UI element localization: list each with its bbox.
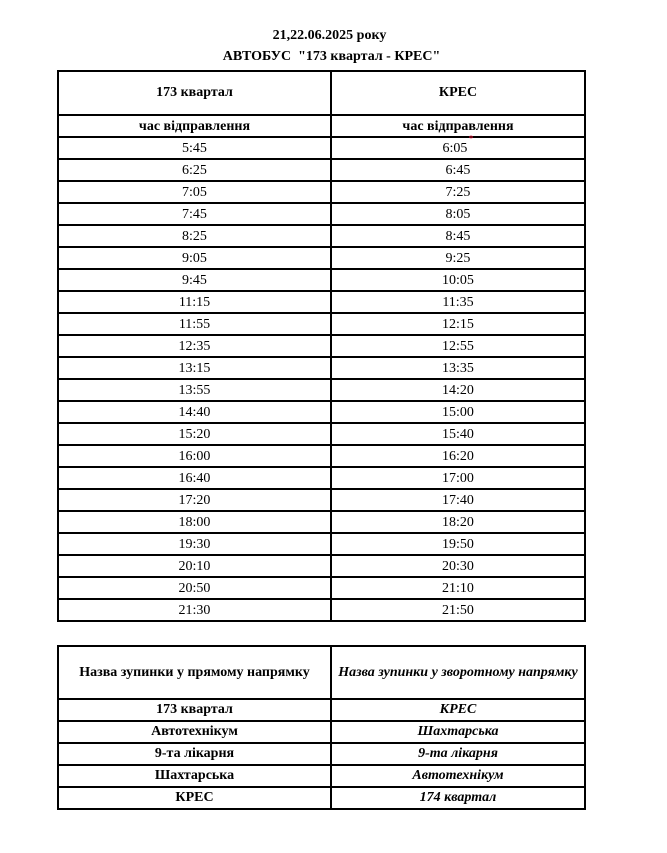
departure-time-kres: 11:35 [442,295,474,310]
departure-time-kres: 10:05 [442,273,474,288]
departure-time-kres: 16:20 [442,449,474,464]
table-row [59,270,584,292]
table-row [59,446,584,468]
table-row [59,380,584,402]
departure-time-kres: 6:45 [445,163,471,178]
stops-header-forward: Назва зупинки у прямому напрямку [59,647,332,698]
asterisk-marker: * [468,134,474,145]
table-row [59,468,584,490]
departure-time-173-kvartal: 11:15 [59,292,332,312]
departure-time-173-kvartal: 15:20 [59,424,332,444]
departure-time-173-kvartal: 21:30 [59,600,332,620]
header-kres: КРЕС [438,85,478,100]
departure-time-kres: 13:35 [442,361,474,376]
stops-header-row [59,647,584,700]
table-row [59,578,584,600]
departure-time-kres-cell [332,424,584,444]
table-row [59,402,584,424]
departure-time-173-kvartal: 19:30 [59,534,332,554]
departure-time-kres-cell [332,446,584,466]
departure-time-173-kvartal: 5:45 [59,138,332,158]
departure-time-kres-cell [332,204,584,224]
schedule-date: 21,22.06.2025 року [272,28,387,43]
stop-reverse: Шахтарська [417,724,499,739]
table-row [59,248,584,270]
stop-forward: КРЕС [59,788,332,808]
departure-time-kres-cell [332,534,584,554]
table-row [59,134,584,160]
departure-time-173-kvartal: 8:25 [59,226,332,246]
departure-time-kres-cell [332,600,584,620]
departure-time-173-kvartal: 17:20 [59,490,332,510]
departure-time-kres-cell [332,358,584,378]
departure-time-kres: 12:15 [442,317,474,332]
table-row [59,424,584,446]
departure-time-kres: 19:50 [442,537,474,552]
departure-time-kres: 17:40 [442,493,474,508]
stop-forward: Шахтарська [59,766,332,786]
stops-header-reverse: Назва зупинки у зворотному напрямку [338,664,578,680]
schedule-header-row [59,72,584,116]
table-row [59,226,584,248]
table-row [59,534,584,556]
table-row [59,766,584,788]
departure-time-kres: 21:50 [442,603,474,618]
departure-time-kres-cell [332,226,584,246]
schedule-table [57,70,586,622]
departure-time-kres-cell [332,248,584,268]
table-row [59,700,584,722]
stop-reverse: КРЕС [439,702,477,717]
departure-time-kres-cell [332,490,584,510]
departure-time-kres-cell [332,402,584,422]
departure-time-kres-cell [332,556,584,576]
departure-time-173-kvartal: 6:25 [59,160,332,180]
departure-time-kres: 20:30 [442,559,474,574]
departure-time-173-kvartal: 13:55 [59,380,332,400]
stop-reverse: 9-та лікарня [418,746,498,761]
table-row [59,358,584,380]
table-row [59,160,584,182]
departure-time-173-kvartal: 16:00 [59,446,332,466]
departure-time-kres: 21:10 [442,581,474,596]
departure-time-kres-cell [332,380,584,400]
departure-time-173-kvartal: 13:15 [59,358,332,378]
table-row [59,490,584,512]
table-row [59,722,584,744]
departure-times [59,134,584,620]
departure-time-kres-cell [332,292,584,312]
departure-time-kres-cell [332,270,584,290]
table-row [59,744,584,766]
departure-time-kres-cell [332,578,584,598]
departure-time-173-kvartal: 7:45 [59,204,332,224]
departure-time-kres-cell [332,336,584,356]
table-row [59,314,584,336]
departure-time-kres-cell [332,182,584,202]
departure-time-kres-cell [332,134,584,158]
departure-time-173-kvartal: 20:10 [59,556,332,576]
departure-time-173-kvartal: 12:35 [59,336,332,356]
departure-time-kres: 6:05 [442,141,468,156]
departure-time-173-kvartal: 20:50 [59,578,332,598]
table-row [59,182,584,204]
departure-time-kres: 17:00 [442,471,474,486]
departure-time-173-kvartal: 14:40 [59,402,332,422]
departure-time-173-kvartal: 7:05 [59,182,332,202]
departure-time-173-kvartal: 9:45 [59,270,332,290]
stops-table [57,645,586,810]
table-row [59,556,584,578]
table-row [59,788,584,808]
departure-time-kres: 18:20 [442,515,474,530]
header-173-kvartal: 173 квартал [59,72,332,114]
subheader-departure-right: час відправлення [402,119,514,134]
departure-time-kres: 12:55 [442,339,474,354]
stop-forward: 9-та лікарня [59,744,332,764]
departure-time-kres: 15:00 [442,405,474,420]
stop-forward: 173 квартал [59,700,332,720]
table-row [59,292,584,314]
departure-time-173-kvartal: 18:00 [59,512,332,532]
stop-reverse: 174 квартал [419,790,497,805]
departure-time-173-kvartal: 16:40 [59,468,332,488]
subheader-departure-left: час відправлення [59,116,332,136]
stop-forward: Автотехнікум [59,722,332,742]
departure-time-kres-cell [332,512,584,532]
departure-time-kres: 8:45 [445,229,471,244]
table-row [59,204,584,226]
departure-time-kres: 14:20 [442,383,474,398]
schedule-subheader-row [59,116,584,138]
departure-time-kres-cell [332,468,584,488]
table-row [59,600,584,620]
stop-reverse: Автотехнікум [412,768,504,783]
departure-time-kres: 9:25 [445,251,471,266]
departure-time-kres-cell [332,314,584,334]
table-row [59,512,584,534]
departure-time-kres: 8:05 [445,207,471,222]
departure-time-kres-cell [332,160,584,180]
stop-names [59,700,584,808]
departure-time-kres: 7:25 [445,185,471,200]
table-row [59,336,584,358]
departure-time-kres: 15:40 [442,427,474,442]
departure-time-173-kvartal: 11:55 [59,314,332,334]
departure-time-173-kvartal: 9:05 [59,248,332,268]
route-title: АВТОБУС "173 квартал - КРЕС" [222,49,441,64]
